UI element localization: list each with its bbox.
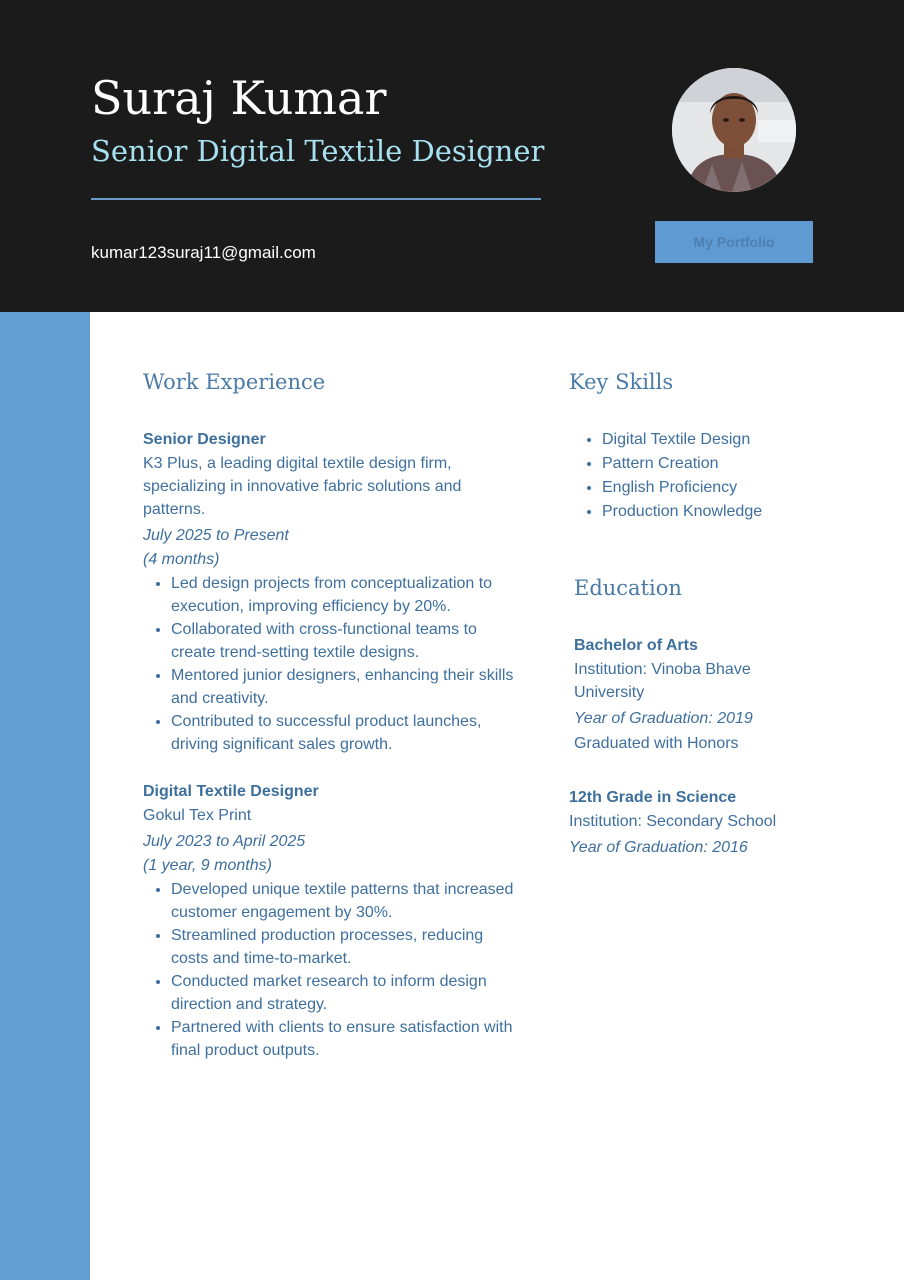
job-company: K3 Plus, a leading digital textile design firm, specializing in innovative fabric solutions and patterns. bbox=[143, 455, 462, 518]
education-entry bbox=[569, 786, 869, 860]
profile-photo-icon bbox=[672, 68, 796, 192]
skills-list bbox=[574, 428, 894, 524]
job-bullets bbox=[143, 878, 523, 1062]
header-band bbox=[0, 0, 904, 312]
list-item: • English Proficiency bbox=[602, 476, 894, 500]
job-role: Digital Textile Designer bbox=[143, 783, 319, 800]
job-title: Senior Digital Textile Designer bbox=[91, 134, 545, 168]
portfolio-button[interactable]: My Portfolio bbox=[655, 221, 813, 263]
institution-name: Institution: Secondary School bbox=[569, 813, 777, 830]
job-dates: July 2023 to April 2025 bbox=[143, 833, 306, 850]
list-item: • Digital Textile Design bbox=[602, 428, 894, 452]
graduation-year: Year of Graduation: 2016 bbox=[569, 839, 748, 856]
list-item: • Pattern Creation bbox=[602, 452, 894, 476]
list-item: • Partnered with clients to ensure satisfaction with final product outputs. bbox=[171, 1016, 523, 1062]
list-item: • Streamlined production processes, reducing costs and time-to-market. bbox=[171, 924, 523, 970]
institution-name: Institution: Vinoba Bhave University bbox=[574, 661, 751, 701]
education-entry bbox=[574, 634, 814, 755]
job-entry bbox=[143, 428, 523, 756]
job-dates: July 2025 to Present bbox=[143, 527, 289, 544]
degree-title: 12th Grade in Science bbox=[569, 789, 737, 806]
list-item: • Production Knowledge bbox=[602, 500, 894, 524]
education-heading: Education bbox=[574, 576, 682, 600]
honors-note: Graduated with Honors bbox=[574, 735, 739, 752]
left-accent-bar bbox=[0, 312, 90, 1280]
email-address[interactable]: kumar123suraj11@gmail.com bbox=[91, 243, 316, 262]
candidate-name: Suraj Kumar bbox=[91, 71, 387, 125]
avatar bbox=[672, 68, 796, 192]
job-duration: (1 year, 9 months) bbox=[143, 857, 272, 874]
job-bullets bbox=[143, 572, 523, 756]
job-role: Senior Designer bbox=[143, 431, 266, 448]
header-divider bbox=[91, 198, 541, 200]
list-item: • Contributed to successful product launches, driving significant sales growth. bbox=[171, 710, 523, 756]
degree-title: Bachelor of Arts bbox=[574, 637, 698, 654]
list-item: • Led design projects from conceptualization to execution, improving efficiency by 20%. bbox=[171, 572, 523, 618]
list-item: • Conducted market research to inform design direction and strategy. bbox=[171, 970, 523, 1016]
job-duration: (4 months) bbox=[143, 551, 220, 568]
list-item: • Collaborated with cross-functional teams to create trend-setting textile designs. bbox=[171, 618, 523, 664]
graduation-year: Year of Graduation: 2019 bbox=[574, 710, 753, 727]
list-item: • Mentored junior designers, enhancing their skills and creativity. bbox=[171, 664, 523, 710]
list-item: • Developed unique textile patterns that increased customer engagement by 30%. bbox=[171, 878, 523, 924]
work-experience-heading: Work Experience bbox=[143, 370, 326, 394]
job-entry bbox=[143, 780, 523, 1062]
job-company: Gokul Tex Print bbox=[143, 807, 252, 824]
key-skills-heading: Key Skills bbox=[569, 370, 674, 394]
